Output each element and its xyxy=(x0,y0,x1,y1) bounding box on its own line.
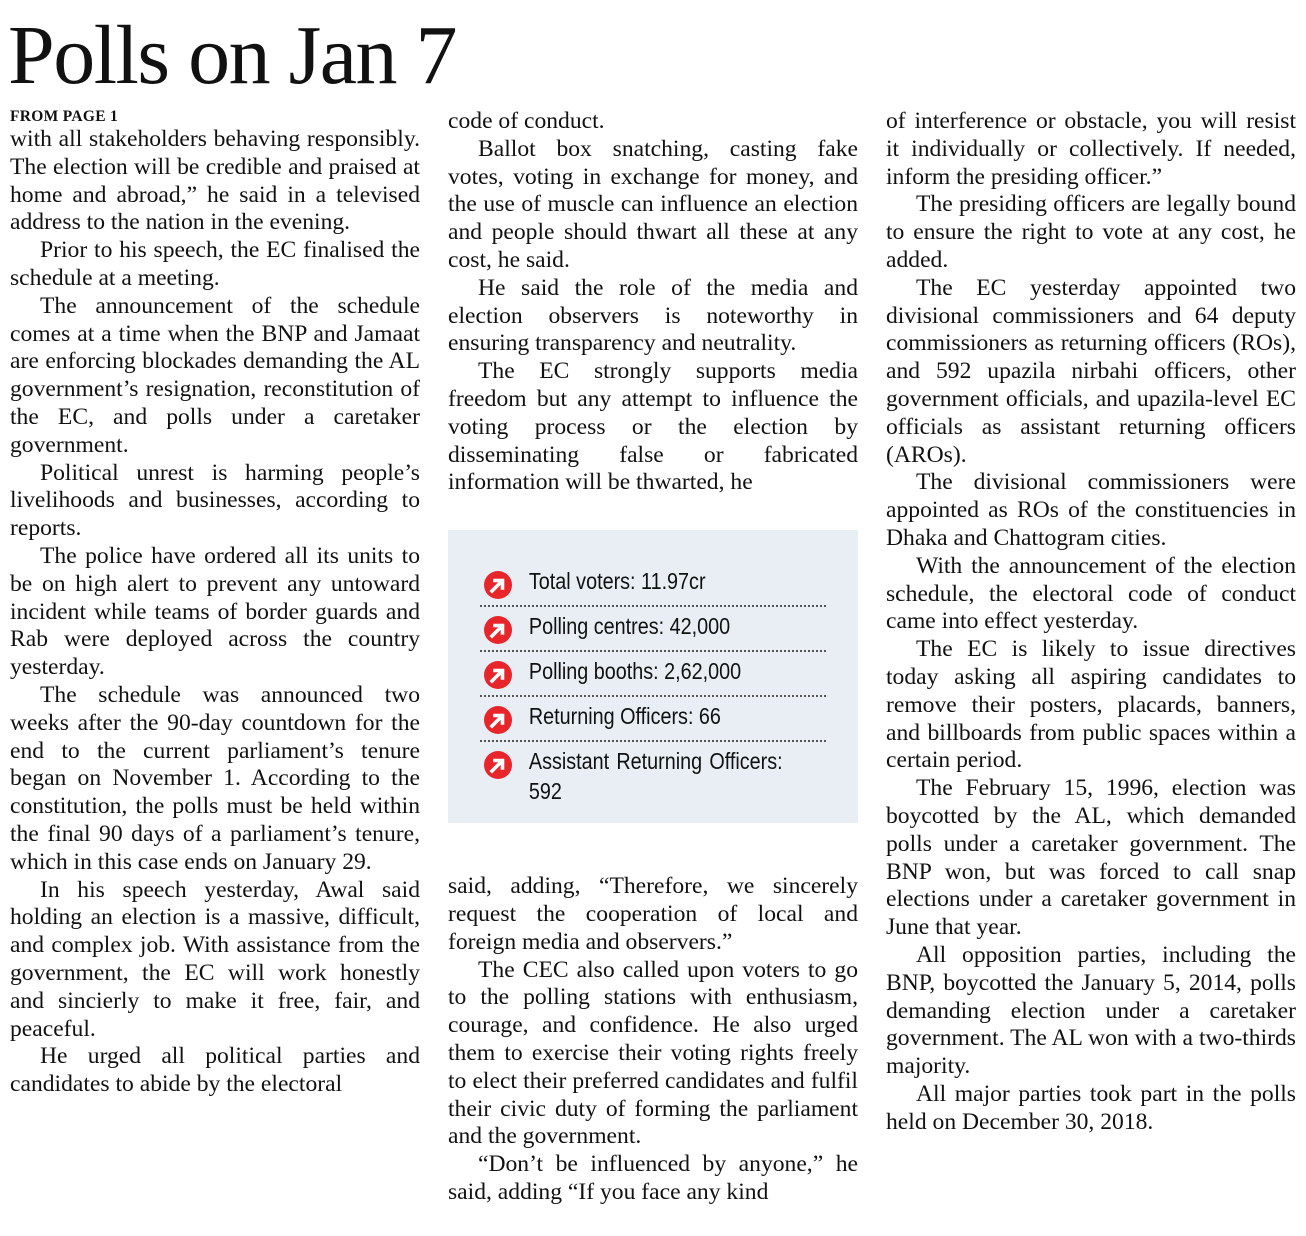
election-facts-box xyxy=(448,530,858,823)
article-column-2 xyxy=(448,108,858,1207)
paragraph: The announcement of the schedule comes at a time when the BNP and Jamaat are enforcing blockades demanding the AL government’s resignation, reconstitution of the EC, and polls under a caretaker government. xyxy=(10,292,420,458)
red-arrow-circle-icon xyxy=(480,570,516,600)
fact-text: Polling booths: 2,62,000 xyxy=(528,658,742,685)
fact-text: Total voters: 11.97cr xyxy=(528,568,706,595)
fact-item xyxy=(480,742,826,811)
paragraph: said, adding, “Therefore, we sincerely request the cooperation of local and foreign media and observers.” xyxy=(448,873,858,955)
article-column-1 xyxy=(10,108,420,1099)
fact-text: Assistant Returning Officers: 592 xyxy=(528,748,783,805)
paragraph: The presiding officers are legally bound to ensure the right to vote at any cost, he added. xyxy=(886,191,1296,273)
paragraph: All major parties took part in the polls held on December 30, 2018. xyxy=(886,1080,1296,1135)
fact-text: Returning Officers: 66 xyxy=(528,703,721,730)
paragraph: The EC strongly supports media freedom but any attempt to influence the voting process or the election by disseminating false or fabricated information will be thwarted, he xyxy=(448,358,858,496)
paragraph: The CEC also called upon voters to go to the polling stations with enthusiasm, courage, and confidence. He also urged them to exercise their voting rights freely to elect their preferred candidates and fulfil their civic duty of forming the parliament and the government. xyxy=(448,956,858,1150)
paragraph: with all stakeholders behaving responsibly. The election will be credible and praised at home and abroad,” he said in a televised address to the nation in the evening. xyxy=(10,126,420,236)
paragraph: “Don’t be influenced by anyone,” he said, adding “If you face any kind xyxy=(448,1151,858,1205)
paragraph: With the announcement of the election schedule, the electoral code of conduct came into effect yesterday. xyxy=(886,552,1296,635)
paragraph: The February 15, 1996, election was boycotted by the AL, which demanded polls under a caretaker government. The BNP won, but was forced to call snap elections under a caretaker government in June that year. xyxy=(886,775,1296,941)
paragraph: Prior to his speech, the EC finalised the schedule at a meeting. xyxy=(10,237,420,291)
paragraph: He said the role of the media and election observers is noteworthy in ensuring transparency and neutrality. xyxy=(448,274,858,357)
fact-text: Polling centres: 42,000 xyxy=(528,613,731,640)
paragraph: of interference or obstacle, you will resist it individually or collectively. If needed, inform the presiding officer.” xyxy=(886,108,1296,190)
headline: Polls on Jan 7 xyxy=(8,9,457,102)
paragraph: The police have ordered all its units to be on high alert to prevent any untoward incident while teams of border guards and Rab were deployed across the country yesterday. xyxy=(10,542,420,681)
red-arrow-circle-icon xyxy=(480,615,516,645)
paragraph: The divisional commissioners were appointed as ROs of the constituencies in Dhaka and Chattogram cities. xyxy=(886,469,1296,551)
paragraph: He urged all political parties and candidates to abide by the electoral xyxy=(10,1043,420,1098)
paragraph: All opposition parties, including the BNP, boycotted the January 5, 2014, polls demanding election under a caretaker government. The AL won with a two-thirds majority. xyxy=(886,941,1296,1080)
paragraph: code of conduct. xyxy=(448,108,605,134)
kicker-from-page-1: FROM PAGE 1 xyxy=(10,108,119,125)
fact-item xyxy=(480,607,826,652)
fact-item xyxy=(480,652,826,697)
red-arrow-circle-icon xyxy=(480,705,516,735)
paragraph: The EC yesterday appointed two divisional commissioners and 64 deputy commissioners as returning officers (ROs), and 592 upazila nirbahi officers, other government officials, and upazila-level EC officials as assistant returning officers (AROs). xyxy=(886,274,1296,468)
paragraph: In his speech yesterday, Awal said holding an election is a massive, difficult, and complex job. With assistance from the government, the EC will work honestly and sincierly to make it free, fair, and peaceful. xyxy=(10,876,420,1042)
red-arrow-circle-icon xyxy=(480,660,516,690)
paragraph: Ballot box snatching, casting fake votes, voting in exchange for money, and the use of muscle can influence an election and people should thwart all these at any cost, he said. xyxy=(448,135,858,273)
fact-item xyxy=(480,697,826,742)
red-arrow-circle-icon xyxy=(480,750,516,780)
paragraph: The EC is likely to issue directives today asking all aspiring candidates to remove their posters, placards, banners, and billboards from public spaces within a certain period. xyxy=(886,636,1296,774)
paragraph: Political unrest is harming people’s livelihoods and businesses, according to reports. xyxy=(10,459,420,542)
article-column-3 xyxy=(886,108,1296,1136)
fact-item xyxy=(480,562,826,607)
paragraph: The schedule was announced two weeks after the 90-day countdown for the end to the current parliament’s tenure began on November 1. According to the constitution, the polls must be held within the final 90 days of a parliament’s tenure, which in this case ends on January 29. xyxy=(10,681,420,875)
